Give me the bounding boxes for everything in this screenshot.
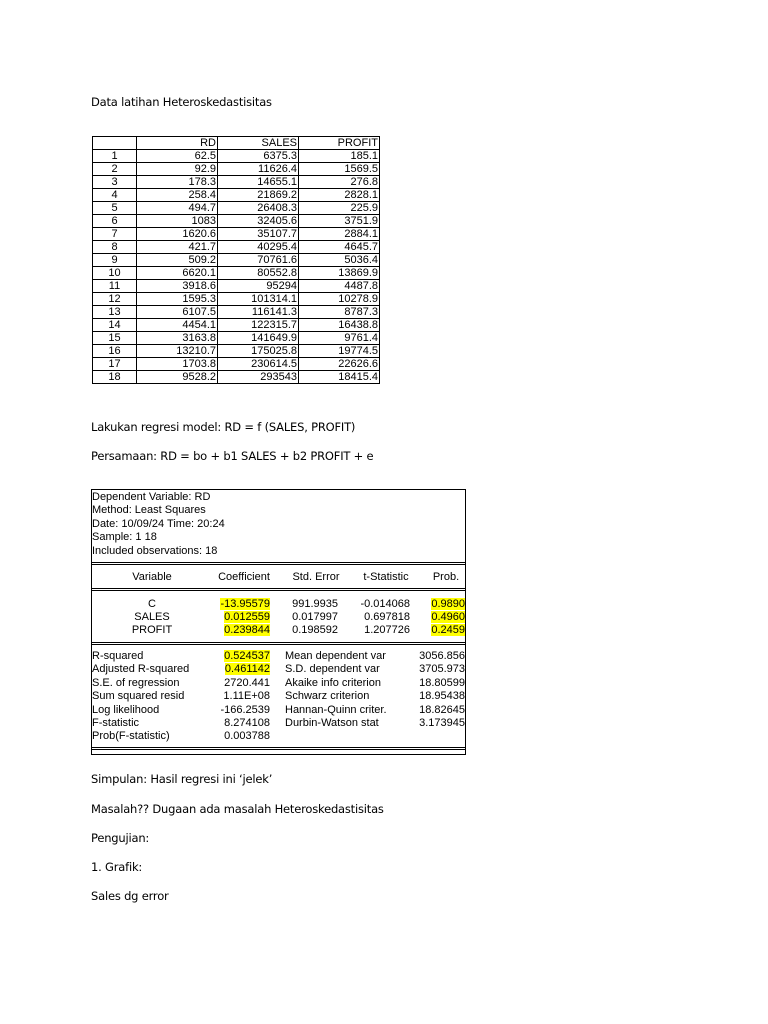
cell-rd: 3163.8 <box>137 332 218 345</box>
cell-sales: 26408.3 <box>218 202 299 215</box>
stat-label: Log likelihood <box>92 703 160 716</box>
stat-value: 3705.973 <box>419 663 465 676</box>
coef-variable: C <box>148 598 156 610</box>
table-row <box>93 319 380 332</box>
cell-rd: 9528.2 <box>137 371 218 384</box>
cell-sales: 80552.8 <box>218 267 299 280</box>
row-index: 11 <box>93 280 137 293</box>
row-index: 6 <box>93 215 137 228</box>
cell-profit: 4645.7 <box>299 241 380 254</box>
cell-rd: 4454.1 <box>137 319 218 332</box>
coef-t-statistic: 0.697818 <box>364 611 410 623</box>
testing-heading: Pengujian: <box>91 831 150 845</box>
cell-profit: 2884.1 <box>299 228 380 241</box>
row-index: 2 <box>93 163 137 176</box>
coef-value: 0.239844 <box>224 624 270 636</box>
cell-rd: 6620.1 <box>137 267 218 280</box>
cell-profit: 185.1 <box>299 150 380 163</box>
cell-rd: 3918.6 <box>137 280 218 293</box>
stat-value-cell <box>224 650 270 663</box>
cell-profit: 13869.9 <box>299 267 380 280</box>
cell-rd: 421.7 <box>137 241 218 254</box>
table-row <box>93 345 380 358</box>
header-line-sample: Sample: 1 18 <box>92 531 157 544</box>
coef-variable: PROFIT <box>131 624 173 636</box>
row-index: 1 <box>93 150 137 163</box>
header-line-dependent: Dependent Variable: RD <box>92 491 211 503</box>
cell-profit: 16438.8 <box>299 319 380 332</box>
document-title: Data latihan Heteroskedastisitas <box>91 95 272 109</box>
row-index: 3 <box>93 176 137 189</box>
row-index: 12 <box>93 293 137 306</box>
cell-sales: 70761.6 <box>218 254 299 267</box>
cell-sales: 40295.4 <box>218 241 299 254</box>
table-row <box>93 228 380 241</box>
table-row <box>93 280 380 293</box>
coef-value: 0.012559 <box>224 611 270 623</box>
table-row <box>93 332 380 345</box>
cell-sales: 21869.2 <box>218 189 299 202</box>
double-rule <box>92 642 465 645</box>
regression-instruction: Lakukan regresi model: RD = f (SALES, PROFIT) <box>91 420 356 434</box>
cell-sales: 32405.6 <box>218 215 299 228</box>
table-row <box>93 241 380 254</box>
double-rule <box>92 747 465 750</box>
table-row <box>93 176 380 189</box>
coef-t-statistic: 1.207726 <box>364 624 410 636</box>
cell-sales: 6375.3 <box>218 150 299 163</box>
stat-label: Mean dependent var <box>285 650 386 662</box>
row-index: 8 <box>93 241 137 254</box>
coef-std-error: 991.9935 <box>292 598 338 610</box>
stat-value: 2720.441 <box>224 676 270 689</box>
row-index: 13 <box>93 306 137 319</box>
column-header-profit: PROFIT <box>299 137 380 150</box>
table-row <box>93 293 380 306</box>
cell-sales: 230614.5 <box>218 358 299 371</box>
header-line-observations: Included observations: 18 <box>92 544 218 557</box>
cell-rd: 178.3 <box>137 176 218 189</box>
coef-header-coefficient: Coefficient <box>218 571 270 583</box>
row-index: 18 <box>93 371 137 384</box>
table-row <box>93 189 380 202</box>
row-index: 15 <box>93 332 137 345</box>
column-header <box>93 137 137 150</box>
cell-profit: 8787.3 <box>299 306 380 319</box>
cell-rd: 494.7 <box>137 202 218 215</box>
coef-prob: 0.9890 <box>431 598 465 610</box>
data-table <box>92 136 380 384</box>
row-index: 14 <box>93 319 137 332</box>
cell-sales: 95294 <box>218 280 299 293</box>
stat-value: 3056.856 <box>419 650 465 662</box>
cell-sales: 11626.4 <box>218 163 299 176</box>
cell-rd: 6107.5 <box>137 306 218 319</box>
sales-error-caption: Sales dg error <box>91 889 169 903</box>
table-row <box>93 150 380 163</box>
data-table-header-row <box>93 137 380 150</box>
row-index: 7 <box>93 228 137 241</box>
stat-label: Akaike info criterion <box>285 676 381 689</box>
cell-profit: 4487.8 <box>299 280 380 293</box>
stat-label: Durbin-Watson stat <box>285 717 379 729</box>
column-header-rd: RD <box>137 137 218 150</box>
cell-sales: 293543 <box>218 371 299 384</box>
coef-header-prob: Prob. <box>432 571 460 583</box>
coef-variable: SALES <box>134 611 170 623</box>
stat-value: 0.003788 <box>224 730 270 743</box>
table-row <box>93 163 380 176</box>
coef-value: -13.95579 <box>220 598 270 610</box>
cell-profit: 2828.1 <box>299 189 380 202</box>
coef-prob: 0.2459 <box>431 624 465 636</box>
table-row <box>93 306 380 319</box>
conclusion: Simpulan: Hasil regresi ini ‘jelek’ <box>91 772 273 786</box>
cell-sales: 14655.1 <box>218 176 299 189</box>
problem-statement: Masalah?? Dugaan ada masalah Heteroskedastisitas <box>91 802 384 816</box>
stat-value: 3.173945 <box>419 717 465 729</box>
regression-equation: Persamaan: RD = bo + b1 SALES + b2 PROFIT + e <box>91 449 374 463</box>
cell-sales: 116141.3 <box>218 306 299 319</box>
double-rule <box>92 562 465 565</box>
cell-profit: 18415.4 <box>299 371 380 384</box>
cell-profit: 22626.6 <box>299 358 380 371</box>
cell-rd: 1083 <box>137 215 218 228</box>
cell-sales: 141649.9 <box>218 332 299 345</box>
stat-label: Prob(F-statistic) <box>92 730 170 743</box>
stat-label: Adjusted R-squared <box>92 663 190 676</box>
row-index: 9 <box>93 254 137 267</box>
row-index: 5 <box>93 202 137 215</box>
coef-std-error: 0.198592 <box>292 624 338 636</box>
cell-rd: 62.5 <box>137 150 218 163</box>
cell-rd: 1703.8 <box>137 358 218 371</box>
cell-profit: 276.8 <box>299 176 380 189</box>
cell-sales: 175025.8 <box>218 345 299 358</box>
coef-prob: 0.4960 <box>431 611 465 623</box>
coef-header-t-statistic: t-Statistic <box>363 571 409 583</box>
cell-sales: 35107.7 <box>218 228 299 241</box>
cell-sales: 101314.1 <box>218 293 299 306</box>
coef-header-variable: Variable <box>132 571 172 583</box>
row-index: 16 <box>93 345 137 358</box>
stat-label: Sum squared resid <box>92 690 185 703</box>
stat-value: 8.274108 <box>224 717 270 729</box>
table-row <box>93 215 380 228</box>
stat-label: R-squared <box>92 650 144 662</box>
regression-header <box>92 491 225 558</box>
coef-std-error: 0.017997 <box>292 611 338 623</box>
stat-label: F-statistic <box>92 717 140 729</box>
cell-rd: 258.4 <box>137 189 218 202</box>
header-line-date: Date: 10/09/24 Time: 20:24 <box>92 517 225 530</box>
stat-label: Schwarz criterion <box>285 690 370 703</box>
stat-label: S.D. dependent var <box>285 663 380 676</box>
table-row <box>93 254 380 267</box>
double-rule <box>92 588 465 591</box>
stat-label: S.E. of regression <box>92 676 180 689</box>
stat-value: -166.2539 <box>220 703 270 716</box>
regression-output-box <box>91 489 466 755</box>
row-index: 4 <box>93 189 137 202</box>
stat-value: 18.95438 <box>419 690 465 703</box>
stat-value: 1.11E+08 <box>223 690 270 703</box>
stat-value-cell <box>225 663 270 676</box>
cell-profit: 19774.5 <box>299 345 380 358</box>
coef-header-std-error: Std. Error <box>292 571 340 583</box>
stat-value: 18.82645 <box>419 703 465 716</box>
cell-profit: 1569.5 <box>299 163 380 176</box>
table-row <box>93 371 380 384</box>
stat-value: 18.80599 <box>419 676 465 689</box>
coef-t-statistic: -0.014068 <box>360 598 410 610</box>
cell-rd: 13210.7 <box>137 345 218 358</box>
table-row <box>93 202 380 215</box>
header-line-method: Method: Least Squares <box>92 504 206 517</box>
column-header-sales: SALES <box>218 137 299 150</box>
row-index: 17 <box>93 358 137 371</box>
graph-item: 1. Grafik: <box>91 860 143 874</box>
row-index: 10 <box>93 267 137 280</box>
cell-rd: 1620.6 <box>137 228 218 241</box>
cell-profit: 9761.4 <box>299 332 380 345</box>
cell-rd: 1595.3 <box>137 293 218 306</box>
table-row <box>93 358 380 371</box>
cell-rd: 92.9 <box>137 163 218 176</box>
stat-value: 0.461142 <box>224 663 270 676</box>
cell-profit: 3751.9 <box>299 215 380 228</box>
cell-sales: 122315.7 <box>218 319 299 332</box>
cell-rd: 509.2 <box>137 254 218 267</box>
cell-profit: 5036.4 <box>299 254 380 267</box>
table-row <box>93 267 380 280</box>
stat-value: 0.524537 <box>224 650 270 662</box>
cell-profit: 10278.9 <box>299 293 380 306</box>
stat-label: Hannan-Quinn criter. <box>285 703 387 716</box>
cell-profit: 225.9 <box>299 202 380 215</box>
